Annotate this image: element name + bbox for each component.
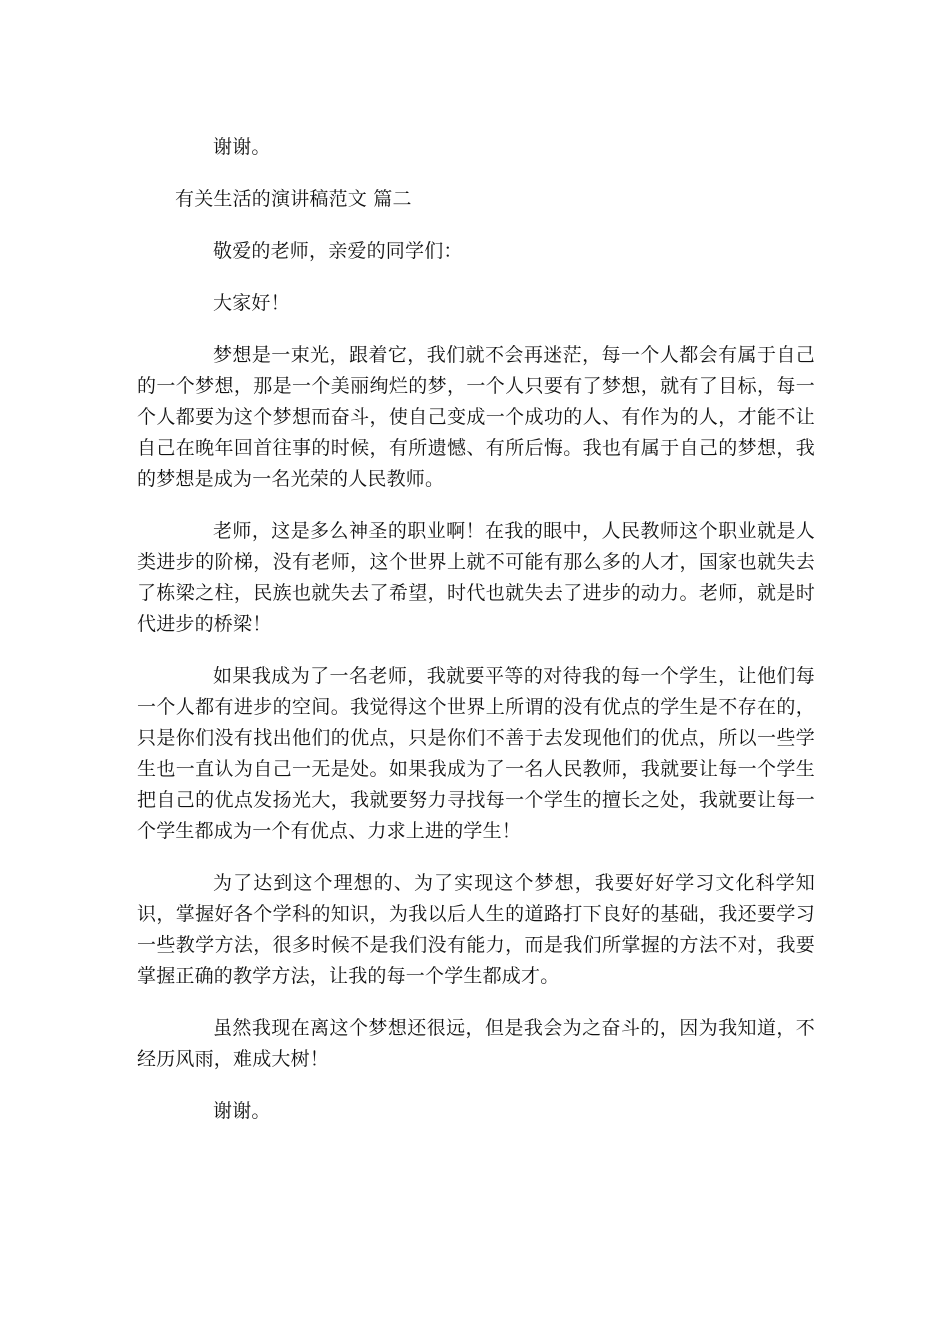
greeting: 大家好！ bbox=[213, 292, 290, 314]
section-heading: 有关生活的演讲稿范文 篇二 bbox=[175, 188, 412, 210]
paragraph-4: 为了达到这个理想的、为了实现这个梦想，我要好好学习文化科学知识，掌握好各个学科的知识，为我以后人生的道路打下良好的基础，我还要学习一些教学方法，很多时候不是我们没有能力，而是我们所掌握的方法不对，我要掌握正确的教学方法，让我的每一个学生都成才。 bbox=[137, 872, 815, 987]
document-page bbox=[137, 132, 815, 1148]
top-closing: 谢谢。 bbox=[213, 136, 271, 158]
paragraph-2: 老师，这是多么神圣的职业啊！在我的眼中，人民教师这个职业就是人类进步的阶梯，没有老师，这个世界上就不可能有那么多的人才，国家也就失去了栋梁之柱，民族也就失去了希望，时代也就失去了进步的动力。老师，就是时代进步的桥梁！ bbox=[137, 520, 815, 635]
bottom-closing: 谢谢。 bbox=[213, 1100, 271, 1122]
paragraph-5: 虽然我现在离这个梦想还很远，但是我会为之奋斗的，因为我知道，不经历风雨，难成大树！ bbox=[137, 1017, 815, 1070]
paragraph-1: 梦想是一束光，跟着它，我们就不会再迷茫，每一个人都会有属于自己的一个梦想，那是一个美丽绚烂的梦，一个人只要有了梦想，就有了目标，每一个人都要为这个梦想而奋斗，使自己变成一个成功的人、有作为的人，才能不让自己在晚年回首往事的时候，有所遗憾、有所后悔。我也有属于自己的梦想，我的梦想是成为一名光荣的人民教师。 bbox=[137, 344, 815, 490]
salutation: 敬爱的老师，亲爱的同学们： bbox=[213, 240, 463, 262]
paragraph-3: 如果我成为了一名老师，我就要平等的对待我的每一个学生，让他们每一个人都有进步的空间。我觉得这个世界上所谓的没有优点的学生是不存在的，只是你们没有找出他们的优点，只是你们不善于去发现他们的优点，所以一些学生也一直认为自己一无是处。如果我成为了一名人民教师，我就要让每一个学生把自己的优点发扬光大，我就要努力寻找每一个学生的擅长之处，我就要让每一个学生都成为一个有优点、力求上进的学生！ bbox=[137, 665, 815, 842]
